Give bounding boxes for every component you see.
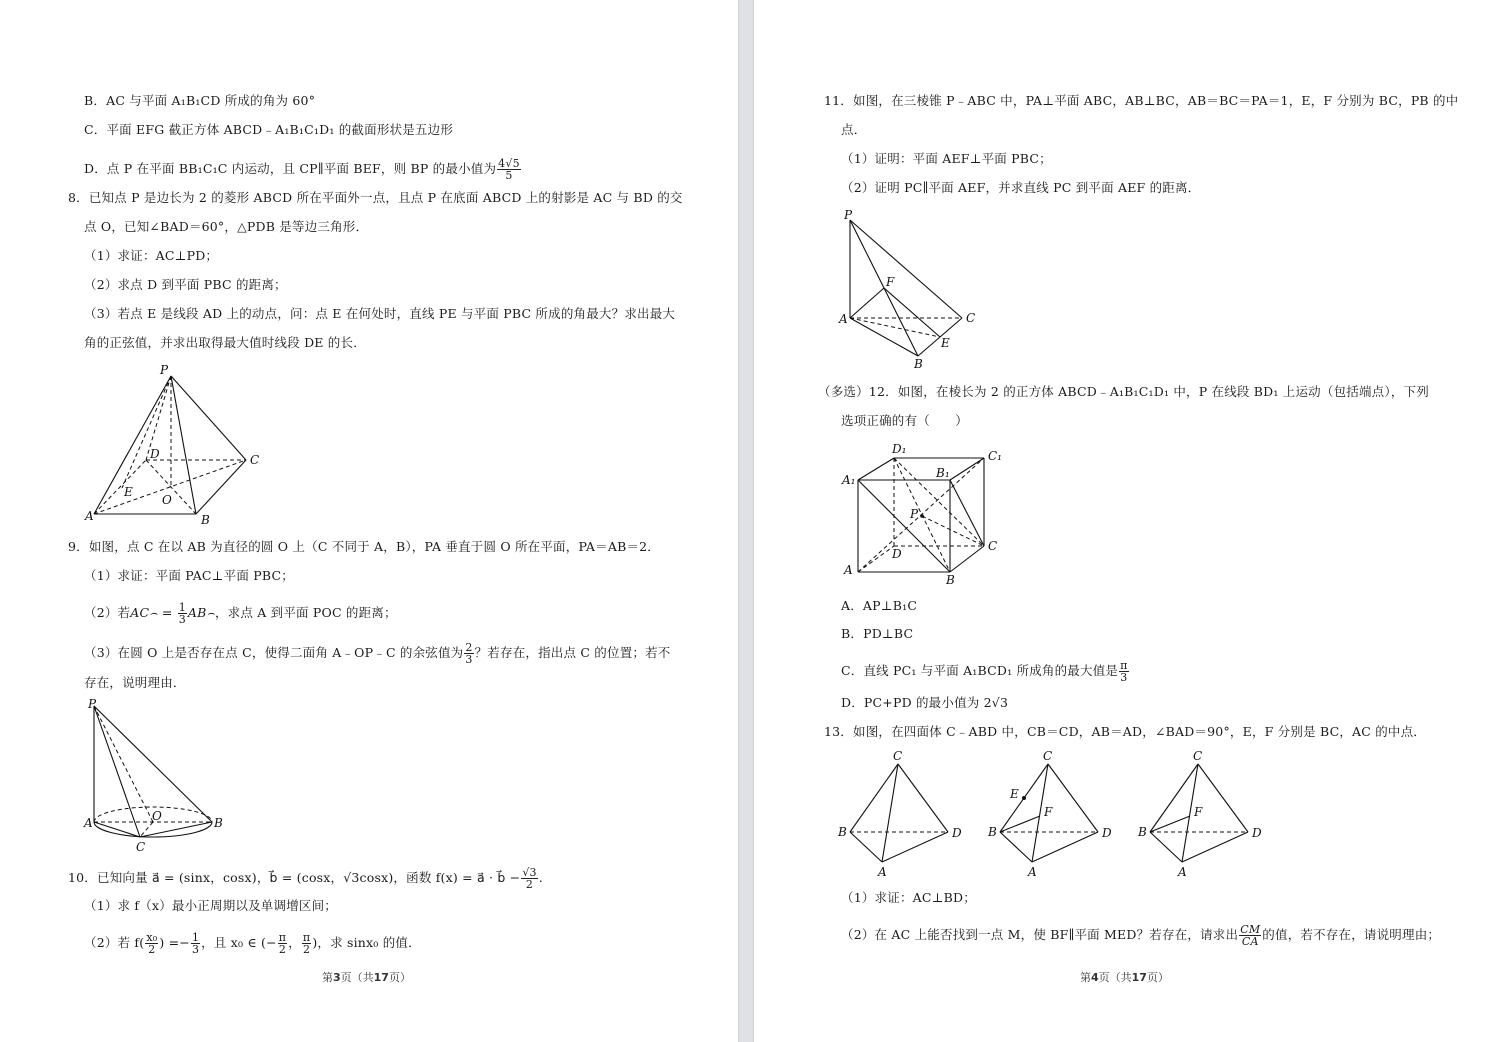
q11-part1: （1）证明：平面 AEF⊥平面 PBC；	[841, 151, 1052, 166]
svg-text:C: C	[250, 453, 260, 467]
page-footer-3: 第3页（共17页）	[322, 971, 411, 984]
q11-part2: （2）证明 PC∥平面 AEF，并求直线 PC 到平面 AEF 的距离．	[841, 180, 1201, 195]
q9-part3-line2: 存在，说明理由．	[84, 675, 186, 690]
svg-text:E: E	[1010, 787, 1019, 801]
q9-part3-line1: （3）在圆 O 上是否存在点 C，使得二面角 A﹣OP﹣C 的余弦值为 $\frac{2}{3}$ ？若存在，指出点 C 的位置；若不	[84, 641, 671, 666]
q12-stem-line1: （多选）12．如图，在棱长为 2 的正方体 ABCD﹣A₁B₁C₁D₁ 中，P 在线段 BD₁ 上运动（包括端点），下列	[818, 384, 1429, 399]
q7-option-d: D．点 P 在平面 BB₁C₁C 内运动，且 CP∥平面 BEF，则 BP 的最小值为 $\frac{4√5}{5}$	[84, 157, 520, 182]
svg-text:P: P	[160, 363, 169, 377]
q8-part2: （2）求点 D 到平面 PBC 的距离；	[84, 277, 287, 292]
svg-text:P: P	[88, 697, 97, 711]
q13-figure-3	[1137, 749, 1262, 879]
q12-option-d: D．PC+PD 的最小值为 2√3	[841, 695, 1009, 710]
q12-stem-line2: 选项正确的有（ ）	[841, 413, 969, 428]
q8-part3-line2: 角的正弦值，并求出取得最大值时线段 DE 的长．	[84, 335, 366, 350]
q13-part1: （1）求证：AC⊥BD；	[841, 890, 976, 905]
q12-option-a: A．AP⊥B₁C	[841, 598, 918, 613]
svg-text:C: C	[893, 749, 903, 763]
svg-text:B: B	[1138, 825, 1147, 839]
svg-text:P: P	[910, 507, 919, 521]
svg-text:B: B	[214, 816, 223, 830]
svg-text:A: A	[1028, 865, 1037, 879]
page-footer-4: 第4页（共17页）	[1080, 971, 1169, 984]
svg-text:F: F	[1044, 805, 1053, 819]
svg-text:A: A	[878, 865, 887, 879]
q10-part1: （1）求 f（x）最小正周期以及单调增区间；	[84, 898, 338, 913]
q9-part2: （2）若AC⌢ = $\frac{1}{3}$ AB⌢，求点 A 到平面 POC 的距离；	[84, 601, 397, 626]
svg-text:D₁: D₁	[892, 442, 907, 456]
q10-stem: 10．已知向量 a⃗ = (sinx，cosx)，b⃗ = (cosx，√3cosx)，函数 f(x) = a⃗ · b⃗ − $\frac{√3}{2}$ .	[68, 866, 543, 891]
svg-text:C: C	[136, 840, 146, 854]
svg-text:B: B	[946, 573, 955, 587]
svg-text:B: B	[988, 825, 997, 839]
svg-text:A: A	[85, 509, 94, 523]
q7-option-c: C．平面 EFG 截正方体 ABCD﹣A₁B₁C₁D₁ 的截面形状是五边形	[84, 122, 454, 137]
svg-text:A₁: A₁	[842, 473, 856, 487]
q8-stem-line1: 8．已知点 P 是边长为 2 的菱形 ABCD 所在平面外一点，且点 P 在底面 ABCD 上的射影是 AC 与 BD 的交	[68, 190, 683, 205]
svg-text:A: A	[1178, 865, 1187, 879]
q10-part2: （2）若 f( $\frac{\text{x₀}}{2}$ ) =− $\frac{1}{3}$ ，且 x₀ ∈ (− $\frac{\pi}{2}$ ， $\frac{\pi}{2}$ )，求 sinx₀ 的值．	[84, 931, 421, 956]
svg-text:D: D	[892, 547, 902, 561]
svg-text:D: D	[1252, 826, 1262, 840]
q13-tetrahedron-figures	[838, 744, 1262, 884]
svg-text:C₁: C₁	[988, 449, 1002, 463]
q8-part1: （1）求证：AC⊥PD；	[84, 248, 219, 263]
svg-text:O: O	[152, 809, 162, 823]
svg-text:B: B	[201, 513, 210, 527]
q11-stem-line2: 点．	[841, 122, 867, 137]
svg-text:B: B	[838, 825, 847, 839]
svg-text:E: E	[124, 485, 133, 499]
svg-text:F: F	[886, 275, 895, 289]
svg-text:D: D	[952, 826, 962, 840]
q9-part1: （1）求证：平面 PAC⊥平面 PBC；	[84, 568, 294, 583]
svg-text:D: D	[150, 447, 160, 461]
svg-text:A: A	[84, 816, 93, 830]
svg-text:A: A	[839, 312, 848, 326]
svg-text:E: E	[941, 336, 950, 350]
q8-pyramid-figure	[84, 362, 274, 530]
q12-cube-figure	[838, 438, 1008, 586]
q12-option-c: C．直线 PC₁ 与平面 A₁BCD₁ 所成角的最大值是 $\frac{\pi}{3}$	[841, 659, 1128, 684]
q8-stem-line2: 点 O，已知∠BAD＝60°，△PDB 是等边三角形．	[84, 219, 369, 234]
svg-text:B: B	[914, 357, 923, 371]
q9-stem: 9．如图，点 C 在以 AB 为直径的圆 O 上（C 不同于 A，B），PA 垂直于圆 O 所在平面，PA＝AB＝2．	[68, 539, 661, 554]
document-page-4	[754, 0, 1494, 1042]
q9-circle-figure	[84, 694, 234, 856]
q13-figure-2	[987, 749, 1112, 879]
page-gutter-scrollbar[interactable]	[738, 0, 754, 1042]
q13-stem: 13．如图，在四面体 C﹣ABD 中，CB＝CD，AB＝AD，∠BAD＝90°，E，F 分别是 BC，AC 的中点．	[824, 724, 1427, 739]
svg-text:C: C	[988, 539, 998, 553]
q11-stem-line1: 11．如图，在三棱锥 P﹣ABC 中，PA⊥平面 ABC，AB⊥BC，AB＝BC＝PA＝1，E，F 分别为 BC，PB 的中	[824, 93, 1459, 108]
q12-option-b: B．PD⊥BC	[841, 626, 914, 641]
q7-option-b: B．AC 与平面 A₁B₁CD 所成的角为 60°	[84, 93, 316, 108]
svg-text:O: O	[162, 493, 172, 507]
svg-text:B₁: B₁	[936, 466, 950, 480]
svg-text:P: P	[844, 208, 853, 222]
q13-figure-1	[837, 749, 962, 879]
svg-text:F: F	[1194, 805, 1203, 819]
q11-tetrahedron-figure	[838, 204, 978, 372]
svg-text:C: C	[1043, 749, 1053, 763]
q13-part2: （2）在 AC 上能否找到一点 M，使 BF∥平面 MED？若存在，请求出 $\frac{CM}{CA}$ 的值，若不存在，请说明理由；	[841, 923, 1441, 948]
document-page-3	[0, 0, 738, 1042]
svg-text:D: D	[1102, 826, 1112, 840]
fraction-bp-min: $\frac{4√5}{5}$	[498, 157, 520, 182]
svg-text:C: C	[1193, 749, 1203, 763]
svg-text:A: A	[844, 563, 853, 577]
q8-part3-line1: （3）若点 E 是线段 AD 上的动点，问：点 E 在何处时，直线 PE 与平面 PBC 所成的角最大？求出最大	[84, 306, 676, 321]
svg-text:C: C	[966, 311, 976, 325]
